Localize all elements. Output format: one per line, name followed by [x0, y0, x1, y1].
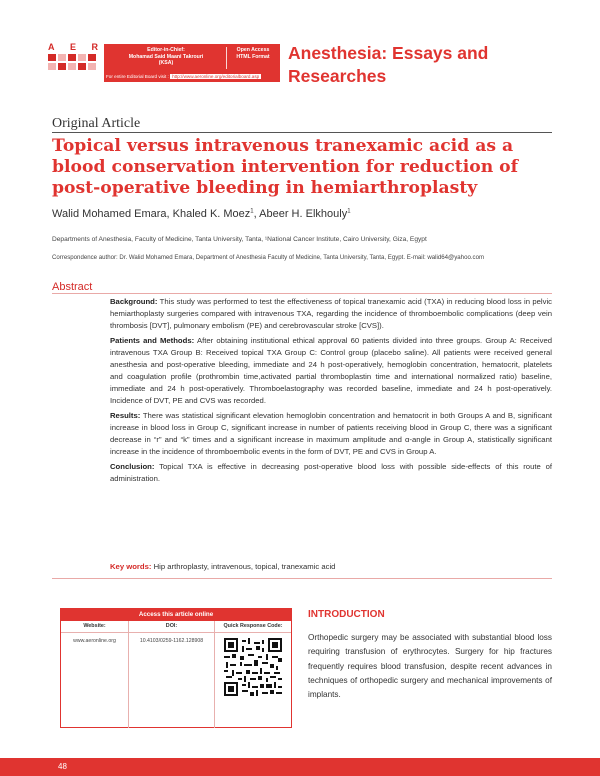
- affiliations: Departments of Anesthesia, Faculty of Medicine, Tanta University, Tanta, ¹National Cancer Institute, Cairo University, Giza, Egypt: [52, 236, 427, 243]
- abstract-conclusion: Conclusion: Topical TXA is effective in decreasing post-operative blood loss with possible side-effects of this route of administration.: [110, 462, 552, 483]
- open-access-label: Open Access HTML Format: [236, 47, 270, 60]
- qr-column-label: Quick Response Code:: [223, 623, 283, 629]
- logo-blocks: [48, 54, 98, 70]
- logo-letter-a: A: [48, 42, 55, 52]
- abstract-background: Background: This study was performed to test the effectiveness of topical tranexamic acid (TXA) in reducing blood loss in pelvic hemiarthoplasty surgeries compared with intravenous TXA, regarding the incidence of thromboembolic complications (deep vein thrombosis [DVT], pulmonary embolism (PE) and cerebrovascular stroke [CVS]).: [110, 297, 552, 330]
- correspondence: Correspondence author: Dr. Walid Mohamed Emara, Department of Anesthesia Faculty of Medicine, Tanta University, Tanta, Egypt. E-mail: walid64@yahoo.com: [52, 254, 485, 261]
- qr-code-icon[interactable]: [224, 638, 282, 696]
- logo-letter-e: E: [69, 42, 76, 52]
- access-box-heading: Access this article online: [61, 609, 291, 621]
- access-online-box: [60, 608, 292, 728]
- website-link[interactable]: www.aeronline.org: [61, 633, 129, 728]
- article-title: Topical versus intravenous tranexamic acid as a blood conservation intervention for reduction of post-operative bleeding in hemiarthroplasty: [52, 136, 519, 198]
- divider: [52, 578, 552, 579]
- website-column-label: Website:: [61, 621, 129, 632]
- author-list: Walid Mohamed Emara, Khaled K. Moez$^1$, Abeer H. Elkhouly$^1$: [52, 208, 351, 220]
- abstract-results: Results: There was statistical significant elevation hemoglobin concentration and hematocrit in both Groups A and B, significant increase in blood loss in Group C, significant increase in number of patients receiving blood in Group C, there was a significant decrease in “r” and “k” times and a significant increase in maximum amplitude and α-angle in Group A, statistically significant increase in the incidence of thromboembolic events in the form of DVT, PE and CVS in Group A.: [110, 411, 552, 456]
- journal-title: Anesthesia: Essays and Researches: [288, 43, 489, 86]
- divider: [52, 293, 552, 294]
- keywords: Key words: Hip arthroplasty, intravenous, topical, tranexamic acid: [110, 562, 336, 571]
- editorial-board-line: For entire Editorial Board visit : http://www.aeronline.org/editorialboard.asp: [106, 74, 260, 79]
- qr-code-cell: [215, 633, 291, 728]
- access-box-values: [61, 633, 291, 728]
- article-type: Original Article: [52, 116, 141, 131]
- abstract-body: [110, 296, 552, 488]
- footer-bar: [0, 758, 600, 776]
- page-number: 48: [58, 762, 67, 771]
- logo-letter-r: R: [91, 42, 98, 52]
- introduction-heading: INTRODUCTION: [308, 609, 385, 620]
- editorial-board-link[interactable]: http://www.aeronline.org/editorialboard.asp: [172, 74, 260, 79]
- journal-logo: [48, 44, 98, 78]
- introduction-text: Orthopedic surgery may be associated with substantial blood loss requiring transfusion of erythrocytes. Surgery for hip fractures frequently requires blood transfusion, despite recent advances in techniques of orthopedic surgery and mechanical improvements of implants.: [308, 633, 552, 700]
- abstract-methods: Patients and Methods: After obtaining institutional ethical approval 60 patients divided into three groups. Group A: Received intravenous TXA Group B: Received topical TXA Group C: Control group (placebo saline). All patients were received general anesthesia and post-operative bleeding, immediate and 24 h post-operatively, hemoglobin concentration, hematocrit, platelets and coagulation profile (prothrombin time,activated partial thromboplastin time and international normalized ratio) baseline, immediate and 24 h post-operatively. Thromboelastography was recorded baseline, immediate and 24 h post-operatively. Incidence of DVT, PE and CVS was recorded.: [110, 336, 552, 405]
- access-box-columns: [61, 621, 291, 633]
- abstract-heading: Abstract: [52, 281, 93, 293]
- logo-letters: [48, 42, 98, 52]
- doi-column-label: DOI:: [129, 621, 215, 632]
- doi-link[interactable]: 10.4103/0259-1162.128908: [129, 633, 215, 728]
- journal-info-banner: [104, 44, 280, 82]
- editor-in-chief: Editor-in-Chief: Mohamad Said Maani Takrouri (KSA): [128, 47, 204, 66]
- divider: [52, 132, 552, 133]
- banner-divider: [226, 47, 227, 69]
